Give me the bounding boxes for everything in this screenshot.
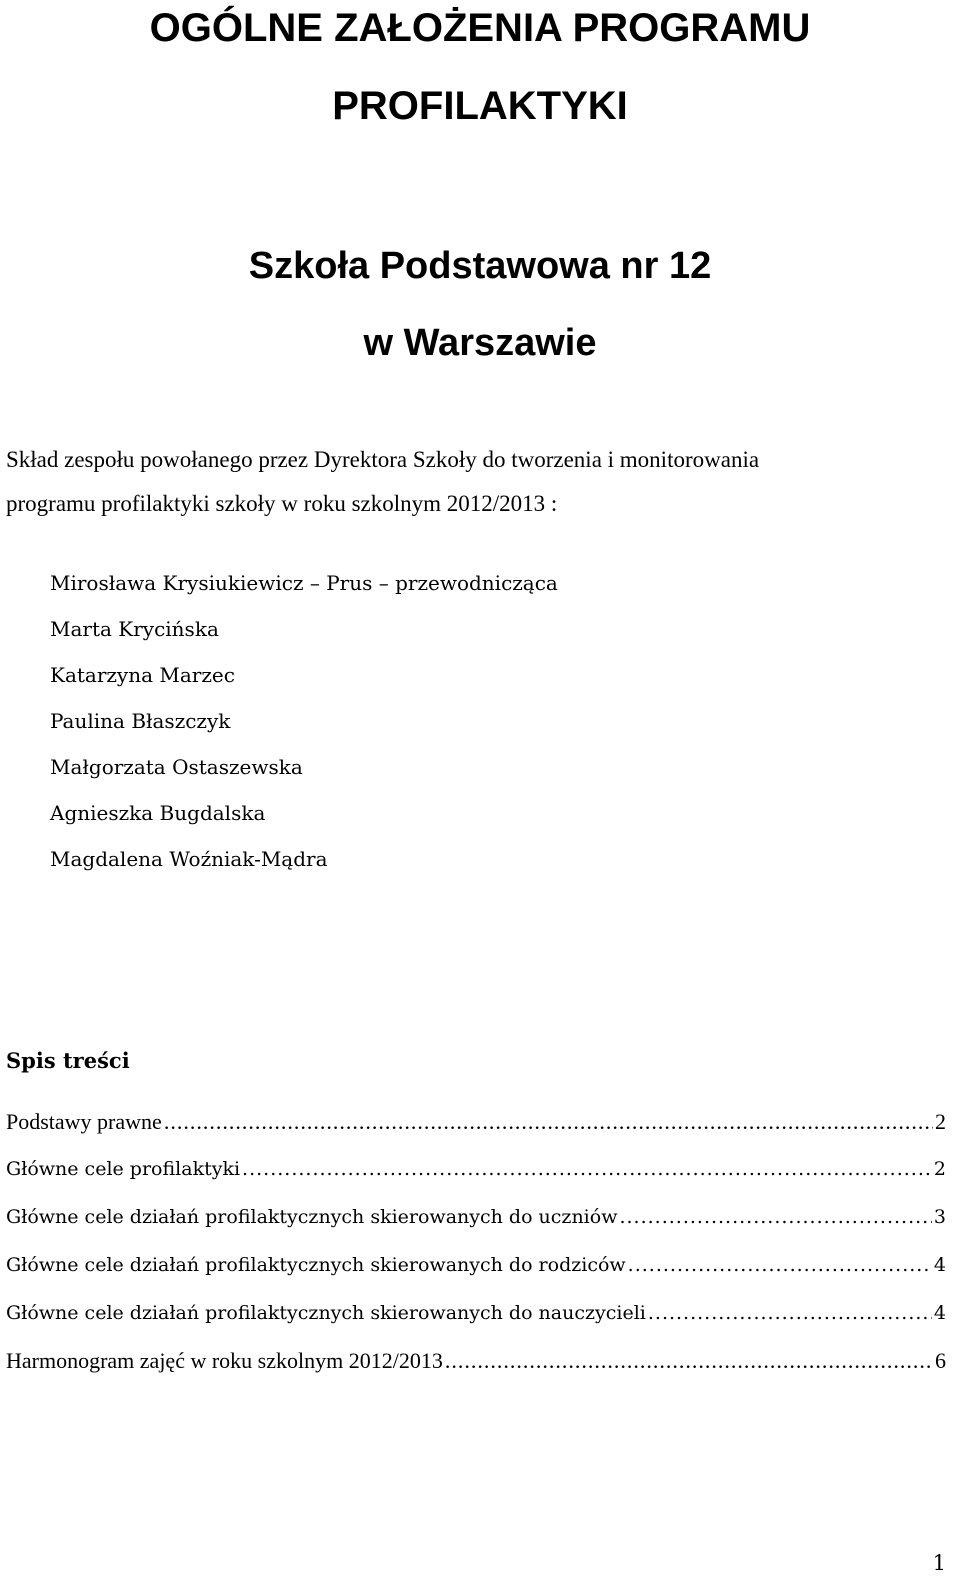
school-name: Szkoła Podstawowa nr 12 (248, 245, 712, 287)
toc-entry-title: Podstawy prawne (6, 1109, 162, 1134)
toc-entry-goals-students[interactable] (6, 1204, 946, 1230)
toc-entry-title: Główne cele działań profilaktycznych skierowanych do rodziców (6, 1254, 626, 1276)
team-intro-line-2: programu profilaktyki szkoły w roku szkolnym 2012/2013 : (6, 491, 558, 516)
team-member: Magdalena Woźniak-Mądra (50, 847, 328, 871)
toc-entry-page: 3 (933, 1206, 946, 1228)
toc-entry-title: Główne cele działań profilaktycznych skierowanych do uczniów (6, 1206, 618, 1228)
toc-entry-title: Główne cele profilaktyki (6, 1158, 241, 1180)
toc-entry-page: 6 (935, 1348, 946, 1373)
toc-entry-goals-teachers[interactable] (6, 1300, 946, 1326)
team-member: Agnieszka Bugdalska (50, 801, 266, 825)
team-member: Katarzyna Marzec (50, 663, 235, 687)
toc-entry-goals-parents[interactable] (6, 1252, 946, 1278)
toc-entry-page: 4 (933, 1254, 946, 1276)
toc-dot-leader (619, 1204, 931, 1230)
team-member: Małgorzata Ostaszewska (50, 755, 303, 779)
team-intro-line-1: Skład zespołu powołanego przez Dyrektora Szkoły do tworzenia i monitorowania (6, 447, 760, 472)
page-number: 1 (932, 1551, 946, 1575)
toc-dot-leader (164, 1109, 933, 1135)
toc-entry-schedule[interactable] (6, 1348, 946, 1374)
document-title-line-1: OGÓLNE ZAŁOŻENIA PROGRAMU (149, 6, 811, 50)
toc-dot-leader (445, 1348, 933, 1374)
team-member: Marta Krycińska (50, 617, 219, 641)
school-city: w Warszawie (363, 322, 597, 364)
toc-entry-main-goals[interactable] (6, 1156, 946, 1182)
team-member: Paulina Błaszczyk (50, 709, 231, 733)
toc-dot-leader (242, 1156, 932, 1182)
team-member: Mirosława Krysiukiewicz – Prus – przewodnicząca (50, 571, 558, 595)
toc-entry-title: Główne cele działań profilaktycznych skierowanych do nauczycieli (6, 1302, 646, 1324)
toc-dot-leader (628, 1252, 932, 1278)
toc-dot-leader (648, 1300, 932, 1326)
toc-heading: Spis treści (6, 1048, 130, 1073)
toc-entry-title: Harmonogram zajęć w roku szkolnym 2012/2013 (6, 1348, 443, 1373)
toc-entry-page: 2 (933, 1158, 946, 1180)
toc-entry-page: 2 (935, 1109, 946, 1134)
toc-entry-page: 4 (933, 1302, 946, 1324)
toc-entry-legal-basis[interactable] (6, 1109, 946, 1135)
document-title-line-2: PROFILAKTYKI (332, 84, 628, 128)
